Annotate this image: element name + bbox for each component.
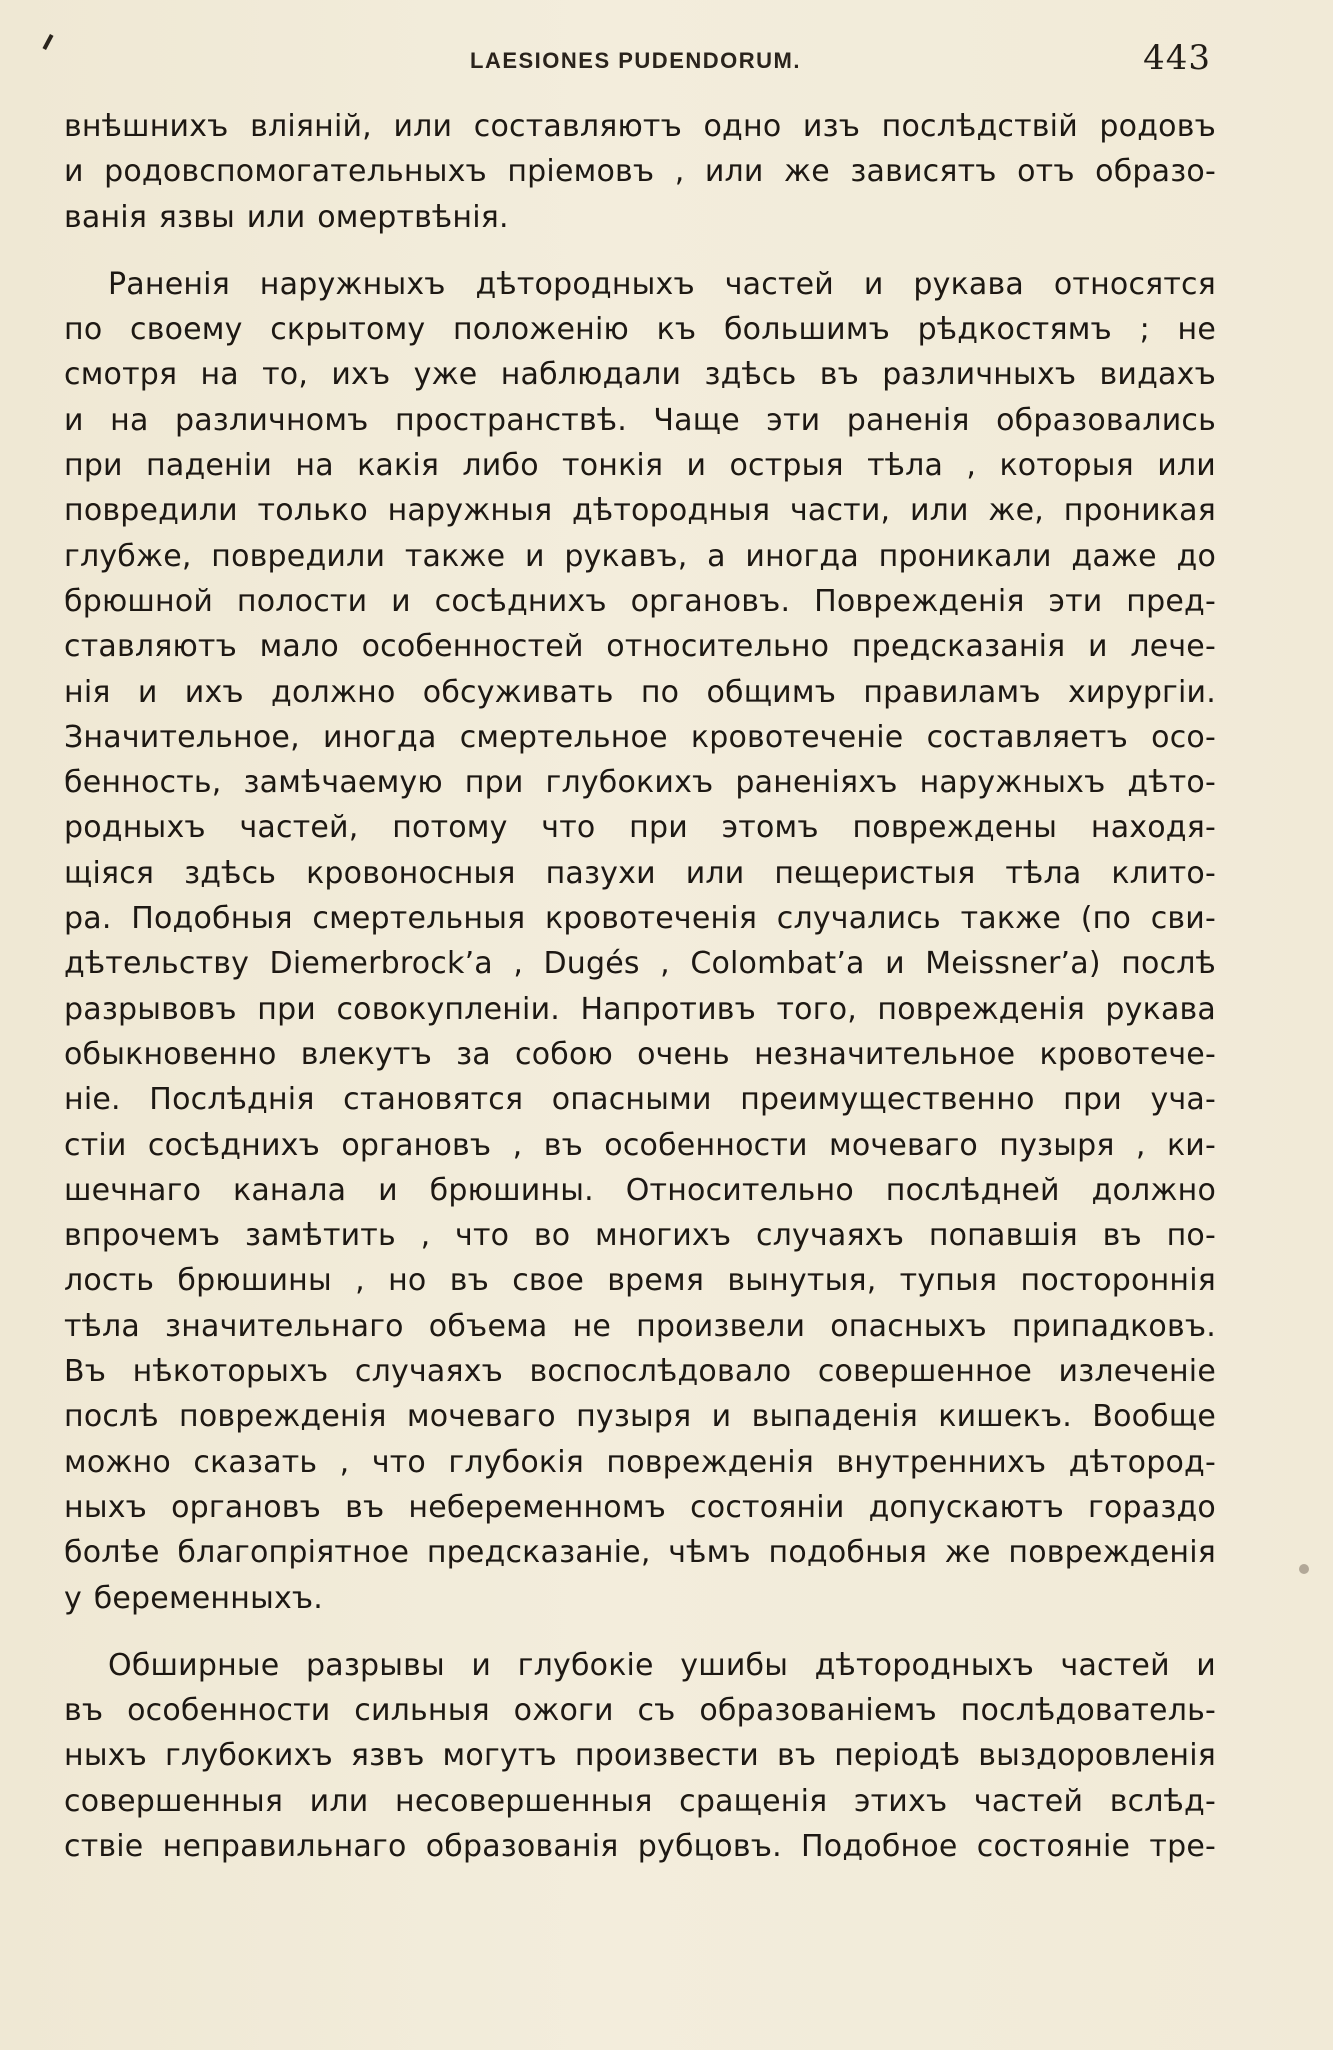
text-line: лость брюшины , но въ свое время вынутыя, тупыя постороннія: [64, 1263, 1216, 1299]
text-line: ствіе неправильнаго образованія рубцовъ. Подобное состояніе тре-: [64, 1828, 1216, 1864]
running-title: LAESIONES PUDENDORUM.: [470, 48, 801, 73]
text-line: впрочемъ замѣтить , что во многихъ случаяхъ попавшія въ по-: [64, 1218, 1216, 1254]
ink-spot: [1299, 1564, 1309, 1574]
running-head: [0, 38, 1333, 82]
text-line: обыкновенно влекутъ за собою очень незначительное кровотече-: [64, 1036, 1216, 1072]
text-line: у беременныхъ.: [64, 1580, 324, 1616]
text-line: ванія язвы или омертвѣнія.: [64, 199, 509, 235]
text-body: [64, 104, 1216, 1891]
text-line: глубже, повредили также и рукавъ, а иногда проникали даже до: [64, 538, 1216, 574]
text-line: разрывовъ при совокупленіи. Напротивъ того, поврежденія рукава: [64, 991, 1216, 1027]
text-line: въ особенности сильныя ожоги съ образованіемъ послѣдователь-: [64, 1693, 1216, 1729]
text-line: можно сказать , что глубокія поврежденія внутреннихъ дѣтород-: [64, 1444, 1216, 1480]
text-line: бенность, замѣчаемую при глубокихъ раненіяхъ наружныхъ дѣто-: [64, 765, 1216, 801]
paragraph-3: [64, 1643, 1216, 1869]
text-line: щіяся здѣсь кровоносныя пазухи или пещеристыя тѣла клито-: [64, 855, 1216, 891]
text-line: совершенныя или несовершенныя сращенія этихъ частей вслѣд-: [64, 1783, 1216, 1819]
text-line: по своему скрытому положенію къ большимъ рѣдкостямъ ; не: [64, 312, 1216, 348]
text-line: Раненія наружныхъ дѣтородныхъ частей и рукава относятся: [108, 266, 1216, 302]
page-number: 443: [1143, 38, 1211, 78]
text-line: стіи сосѣднихъ органовъ , въ особенности мочеваго пузыря , ки-: [64, 1127, 1216, 1163]
text-line: брюшной полости и сосѣднихъ органовъ. Поврежденія эти пред-: [64, 583, 1216, 619]
text-line: ныхъ органовъ въ небеременномъ состояніи допускаютъ гораздо: [64, 1489, 1216, 1525]
text-line: ныхъ глубокихъ язвъ могутъ произвести въ періодѣ выздоровленія: [64, 1738, 1216, 1774]
text-line: Обширные разрывы и глубокіе ушибы дѣтородныхъ частей и: [108, 1647, 1216, 1683]
text-line: родныхъ частей, потому что при этомъ повреждены находя-: [64, 810, 1216, 846]
text-line: шечнаго канала и брюшины. Относительно послѣдней должно: [64, 1172, 1216, 1208]
text-line: нія и ихъ должно обсуживать по общимъ правиламъ хирургіи.: [64, 674, 1216, 710]
text-line: дѣтельству Diemerbrock’a , Dugés , Colombat’a и Meissner’a) послѣ: [64, 946, 1216, 982]
text-line: ставляютъ мало особенностей относительно предсказанія и лече-: [64, 629, 1216, 665]
text-line: и родовспомогательныхъ пріемовъ , или же зависятъ отъ образо-: [64, 154, 1216, 190]
paragraph-2: [64, 262, 1216, 1621]
text-line: ра. Подобныя смертельныя кровотеченія случались также (по сви-: [64, 901, 1216, 937]
text-line: Въ нѣкоторыхъ случаяхъ воспослѣдовало совершенное излеченіе: [64, 1354, 1216, 1390]
text-line: внѣшнихъ вліяній, или составляютъ одно изъ послѣдствій родовъ: [64, 109, 1216, 144]
paragraph-1: [64, 104, 1216, 240]
text-line: смотря на то, ихъ уже наблюдали здѣсь въ различныхъ видахъ: [64, 357, 1216, 393]
text-line: ніе. Послѣднія становятся опасными преимущественно при уча-: [64, 1082, 1216, 1118]
text-line: при паденіи на какія либо тонкія и острыя тѣла , которыя или: [64, 448, 1216, 484]
text-line: Значительное, иногда смертельное кровотеченіе составляетъ осо-: [64, 719, 1216, 755]
text-line: повредили только наружныя дѣтородныя части, или же, проникая: [64, 493, 1216, 529]
text-line: послѣ поврежденія мочеваго пузыря и выпаденія кишекъ. Вообще: [64, 1399, 1216, 1435]
text-line: тѣла значительнаго объема не произвели опасныхъ припадковъ.: [64, 1308, 1216, 1344]
text-line: и на различномъ пространствѣ. Чаще эти раненія образовались: [64, 402, 1216, 438]
text-line: болѣе благопріятное предсказаніе, чѣмъ подобныя же поврежденія: [64, 1535, 1216, 1571]
